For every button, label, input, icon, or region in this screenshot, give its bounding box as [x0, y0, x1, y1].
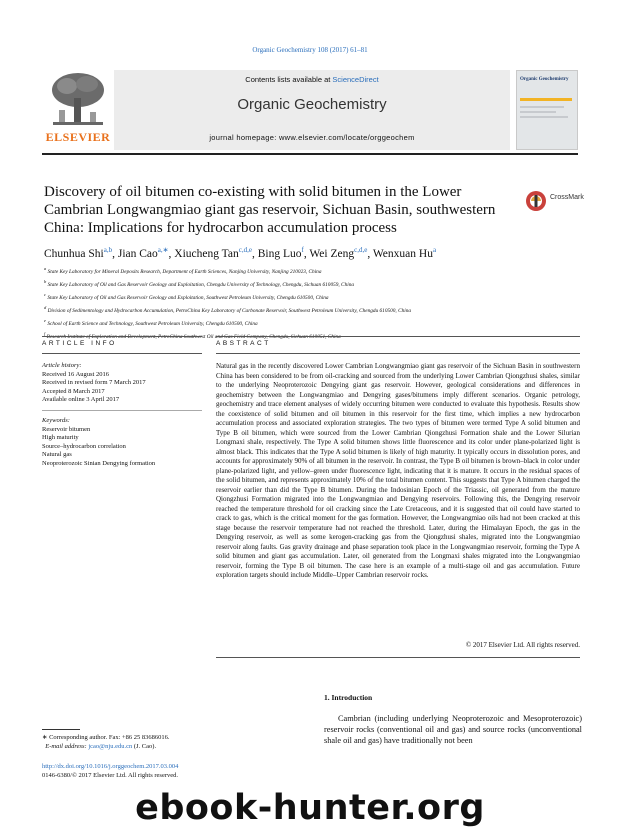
article-info-heading: ARTICLE INFO [42, 340, 117, 347]
article-info-rule [42, 353, 202, 354]
cover-line [520, 111, 556, 113]
affiliation-marker: d [44, 304, 47, 310]
homepage-prefix: journal homepage: [209, 133, 279, 142]
crossmark-label[interactable]: CrossMark [550, 194, 584, 201]
keywords-section [42, 417, 207, 468]
footnote-rule [42, 729, 80, 730]
history-label: Article history: [42, 362, 82, 369]
doi-block [42, 762, 262, 780]
introduction-paragraph: Cambrian (including underlying Neoproterozoic and Mesoproterozoic) reservoir rocks (conventional oil and gas) and source rocks (unconventional shale oil and gas) have traditionally not been [324, 714, 582, 745]
copyright-notice: © 2017 Elsevier Ltd. All rights reserved. [465, 641, 580, 649]
author-name[interactable]: Bing Luo [257, 247, 302, 260]
keyword-item: Natural gas [42, 451, 72, 458]
history-item: Received in revised form 7 March 2017 [42, 379, 146, 386]
issn-line: 0146-6380/© 2017 Elsevier Ltd. All rights reserved. [42, 772, 178, 779]
affiliation-text: State Key Laboratory of Oil and Gas Reservoir Geology and Exploitation, Southwest Petroleum University, Chengdu 610500, China [47, 294, 329, 301]
abstract-heading: ABSTRACT [216, 340, 271, 347]
affiliation-item [44, 316, 584, 329]
affiliation-marker: f [44, 330, 46, 336]
abstract-text: Natural gas in the recently discovered Lower Cambrian Longwangmiao giant gas reservoir of the Sichuan Basin in southwestern China has been considered to be from oil-cracking and sourced from the underlying Lower Cambrian Qiongzhusi shales, similar to the underlying Neoproterozoic Dengying giant gas reservoir. However, geological considerations and differences in geochemistry between the Longwangmiao and Dengying gases/bitumens imply different scenarios. Organic petrology, geochemistry and trace element analyses of widely occurring bitumen were conducted to evaluate this hypothesis. Results show the coexistence of solid bitumen and oil bitumen in this reservoir for the first time, which implies a new hydrocarbon accumulation process and associated exploration strategies. The two types of bitumen were termed Type A solid bitumen and Type B oil bitumen, which were sourced from the Lower Cambrian Qiongzhusi Formation shale and the Lower Silurian Longmaxi shale, respectively. The Type A solid bitumen shows little fluorescence and its color under plane-polarized light is almost black. This indicates that the Type A solid bitumen is likely of high maturity. It typically occurs in dissolution pores, and accounts for approximately 90% of all bitumen in the reservoir. In contrast, the Type B oil bitumen is brown–black in color under plane-polarized light, and yellow–green under fluorescence light, indicating that it is mature. It occurs in the residual spaces of the solid bitumen, and represents approximately 10% of the total bitumen content. This suggests that Type A bitumen charged the reservoir earlier than did the Type B bitumen. During the Indosinian Epoch of the Triassic, oil generated from the mature Qiongzhusi Formation migrated into the Longwangmiao and Dengying reservoirs. Following this, the Dengying reservoir reached the temperature threshold for oil cracking since the Late Cretaceous, and it is suggested that oil could have started to crack to gas, which is the critical moment for the gas formation. However, the Longwangmiao oils had not been cracked at this stage because the reservoir temperature had not reached the threshold. Later, during the Himalayan Epoch, the gas in the Dengying reservoir, as well as some kerogen-cracking gas from the Qiongzhusi shales, migrated into the Longwangmiao reservoir along faults. Gas gravity drainage and phase separation took place in the Longwangmiao reservoir, forming the Type A solid bitumen and giant gas accumulation. Later, oil generated from the Longmaxi shales migrated into the Longwangmiao reservoir, forming the Type B oil bitumen. The case here is an example of a multi-stage oil and gas accumulation. Future exploration targets should include Middle–Upper Cambrian reservoir rocks. [216, 362, 580, 579]
affiliation-item [44, 290, 584, 303]
contents-line [114, 75, 510, 84]
keyword-item: Reservoir bitumen [42, 425, 91, 433]
affiliation-item [44, 303, 584, 316]
affiliation-marker: a [44, 266, 47, 271]
author-affiliation-marker[interactable]: a,∗ [157, 246, 169, 254]
cover-line [520, 116, 568, 118]
author-affiliation-marker[interactable]: c,d,e [238, 246, 252, 254]
author-affiliation-marker[interactable]: f [301, 246, 304, 254]
history-item: Accepted 8 March 2017 [42, 387, 105, 395]
homepage-link[interactable]: www.elsevier.com/locate/orggeochem [278, 133, 415, 142]
sciencedirect-link[interactable]: ScienceDirect [332, 75, 379, 84]
journal-reference[interactable]: Organic Geochemistry 108 (2017) 61–81 [252, 46, 368, 54]
section-heading-introduction: 1. Introduction [324, 693, 373, 702]
cover-stripe [520, 98, 572, 101]
journal-title: Organic Geochemistry [237, 96, 387, 113]
author-affiliation-marker[interactable]: c,d,e [354, 246, 368, 254]
author-affiliation-marker[interactable]: a [432, 246, 437, 254]
affiliation-text: State Key Laboratory of Oil and Gas Reservoir Geology and Exploitation, Chengdu University of Technology, Chengdu, Sichuan 610059, China [47, 281, 354, 288]
keywords-label: Keywords: [42, 417, 70, 424]
keyword-item: High maturity [42, 434, 79, 441]
footnote-line [42, 733, 242, 742]
affiliation-text: School of Earth Science and Technology, Southwest Petroleum University, Chengdu 610500, China [47, 320, 258, 327]
contents-prefix: Contents lists available at [245, 75, 333, 84]
author-list: Chunhua Shi$^{a,b}$, Jian Cao$^{a,∗}$, Xiucheng Tan$^{c,d,e}$, Bing Luo$^f$, Wei Zeng$^{c,d,e}$, Wenxuan Hu$^a$ [44, 246, 437, 260]
cover-line [520, 106, 564, 108]
abstract-rule-bottom [216, 657, 580, 658]
author-affiliation-marker[interactable]: a,b [103, 246, 113, 254]
affiliation-list [44, 264, 584, 342]
article-title: Discovery of oil bitumen co-existing with solid bitumen in the Lower Cambrian Longwangmiao giant gas reservoir, Sichuan Basin, southwestern China: Implications for hydrocarbon accumulation process [44, 184, 496, 236]
keywords-rule [42, 410, 202, 411]
affiliation-item [44, 277, 584, 290]
affiliation-marker: c [44, 291, 46, 297]
affiliation-marker: b [44, 278, 47, 284]
watermark-text: ebook-hunter.org [135, 788, 485, 828]
affiliation-text: Division of Sedimentology and Hydrocarbon Accumulation, PetroChina Key Laboratory of Carbonate Reservoir, Southwest Petroleum University, Chengdu 610500, China [47, 307, 412, 314]
history-item: Available online 3 April 2017 [42, 396, 120, 403]
elsevier-tree-icon [49, 72, 107, 128]
author-name[interactable]: Jian Cao [117, 247, 158, 260]
email-suffix: (J. Cao). [132, 743, 157, 750]
corresponding-author-text: Corresponding author. Fax: +86 25 83686016. [49, 734, 170, 741]
keyword-item: Neoproterozoic Sinian Dengying formation [42, 459, 156, 467]
affiliation-text: State Key Laboratory for Mineral Deposits Research, Department of Earth Sciences, Nanjing University, Nanjing 210023, China [47, 268, 322, 275]
abstract-rule [216, 353, 580, 354]
email-line [42, 742, 242, 751]
article-history [42, 362, 202, 405]
affiliation-marker: e [44, 317, 46, 323]
author-name[interactable]: Chunhua Shi [44, 247, 104, 260]
author-name[interactable]: Wenxuan Hu [372, 247, 433, 260]
crossmark-icon[interactable] [525, 190, 547, 212]
elsevier-wordmark: ELSEVIER [45, 130, 111, 144]
author-name[interactable]: Xiucheng Tan [174, 247, 239, 260]
email-label: E-mail address: [45, 743, 89, 750]
email-link[interactable]: jcao@nju.edu.cn [88, 743, 133, 750]
doi-link[interactable]: http://dx.doi.org/10.1016/j.orggeochem.2017.03.004 [42, 763, 179, 770]
article-info-rule-top [42, 336, 202, 337]
cover-title: Organic Geochemistry [520, 77, 569, 82]
affiliation-item [44, 264, 584, 277]
journal-homepage-line [114, 133, 510, 142]
author-name[interactable]: Wei Zeng [309, 247, 355, 260]
header-divider [42, 153, 578, 155]
footnote-marker: ∗ [42, 734, 48, 741]
keyword-item: Source–hydrocarbon correlation [42, 442, 126, 450]
affiliation-text: Oil [206, 333, 214, 340]
history-item: Received 16 August 2016 [42, 370, 109, 378]
abstract-rule-top [216, 336, 580, 337]
corresponding-author-footnote [42, 733, 242, 751]
